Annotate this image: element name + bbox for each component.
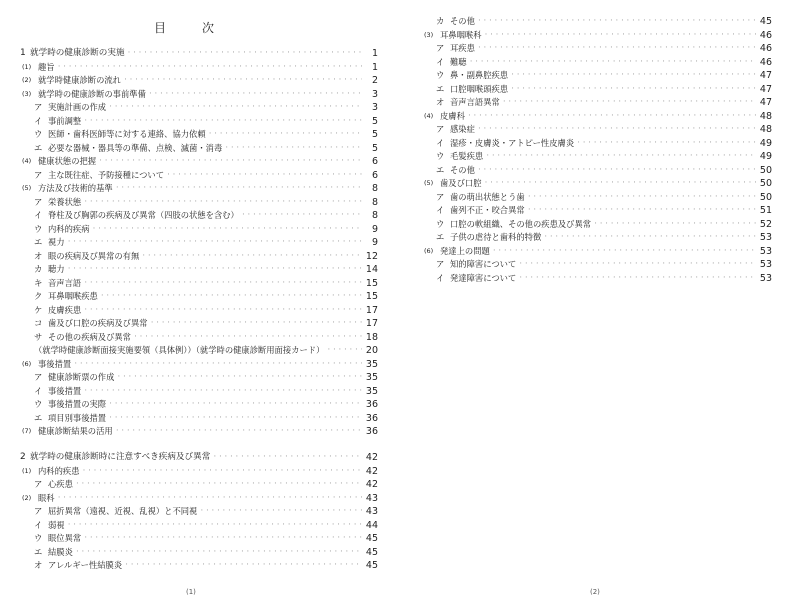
toc-entry-page: 36	[365, 412, 378, 424]
toc-entry-number: ウ	[34, 399, 43, 409]
toc-entry-page: 8	[371, 210, 378, 221]
toc-entry-page: 15	[365, 277, 378, 289]
toc-entry-page: 1	[371, 48, 378, 59]
toc-entry-page: 17	[365, 304, 378, 316]
toc-entry-page: 42	[365, 465, 378, 477]
toc-entry-page: 3	[371, 88, 378, 100]
toc-entry-number: カ	[436, 16, 445, 26]
toc-entry-page: 3	[371, 102, 378, 113]
toc-entry-page: 6	[371, 156, 378, 167]
toc-entry-title: 発達障害について	[450, 272, 517, 283]
toc-entry-number: イ	[34, 385, 43, 396]
toc-entry-title: 耳鼻咽喉疾患	[48, 291, 98, 301]
toc-entry	[20, 559, 378, 573]
toc-entry-title: 主な既往症、予防接種について	[48, 169, 164, 180]
toc-title: 目 次	[153, 21, 226, 35]
toc-entry-number: (4)	[22, 157, 32, 165]
toc-entry-page: 43	[365, 492, 378, 504]
toc-entry-number: キ	[34, 277, 43, 288]
toc-entry-page: 20	[365, 345, 378, 356]
toc-entry-page: 35	[365, 385, 378, 397]
toc-entry-page: 52	[759, 218, 772, 230]
toc-entry-number: ケ	[34, 304, 43, 315]
toc-entry-page: 5	[371, 115, 378, 127]
toc-entry-title: 就学時健康診断の流れ	[38, 75, 121, 85]
toc-entry-page: 51	[759, 205, 772, 216]
toc-entry	[20, 331, 378, 345]
toc-entry-number: ア	[436, 191, 445, 202]
toc-entry-title: 子供の虐待と歯科的特徴	[450, 232, 542, 242]
toc-entry-number: (7)	[22, 427, 32, 435]
toc-entry-number: イ	[436, 137, 445, 148]
toc-entry-title: 医師・歯科医師等に対する連絡、協力依頼	[48, 129, 206, 139]
page-number-footer: (1)	[186, 588, 196, 596]
toc-entry-page: 12	[365, 250, 378, 262]
toc-entry-number: エ	[34, 412, 43, 423]
toc-entry-title: 就学時の健康診断の事前準備	[38, 88, 146, 99]
toc-entry-title: 難聴	[450, 56, 467, 67]
toc-entry-title: 視力	[48, 237, 65, 247]
toc-entry-number: イ	[34, 210, 43, 220]
toc-entry-number: カ	[34, 264, 43, 274]
toc-entry-title: 音声言語異常	[450, 97, 500, 107]
toc-entry-title: 健康状態の把握	[38, 156, 97, 166]
toc-entry-page: 50	[759, 191, 772, 203]
toc-entry-number: ア	[34, 196, 43, 207]
toc-entry-number: (2)	[22, 76, 32, 84]
toc-entry-title: 口腔咽喉頭疾患	[450, 83, 509, 94]
toc-entry-page: 15	[365, 291, 378, 302]
toc-entry-page: 47	[759, 70, 772, 81]
toc-entry-number: イ	[436, 56, 445, 67]
toc-entry-number: ア	[436, 43, 445, 53]
toc-entry-number: エ	[436, 83, 445, 94]
dot-leader	[115, 423, 362, 439]
toc-entry-page: 36	[365, 399, 378, 410]
toc-entry-title: 結膜炎	[48, 546, 73, 557]
toc-entry-number: (6)	[424, 246, 434, 255]
toc-entry-page: 53	[759, 259, 772, 270]
toc-entry-number: ウ	[436, 151, 445, 161]
toc-entry-page: 46	[759, 56, 772, 68]
toc-entry-title: 必要な器械・器具等の準備、点検、滅菌・消毒	[48, 142, 223, 153]
toc-entry-page: 14	[365, 264, 378, 275]
toc-entry-page: 35	[365, 372, 378, 383]
toc-section-2	[20, 451, 378, 573]
toc-entry-title: 方法及び技術的基準	[38, 183, 113, 193]
toc-entry	[20, 425, 378, 439]
toc-entry-page: 45	[365, 533, 378, 544]
toc-entry-page: 49	[759, 151, 772, 162]
toc-entry-title: 口腔の軟組織、その他の疾患及び異常	[450, 218, 592, 229]
toc-entry-title: 耳鼻咽喉科	[440, 29, 482, 40]
toc-entry-number: コ	[34, 318, 43, 328]
toc-entry-number: ウ	[34, 129, 43, 139]
toc-entry-number: (6)	[22, 359, 32, 368]
toc-entry-title: 事前調整	[48, 115, 82, 126]
toc-entry-title: 知的障害について	[450, 259, 517, 269]
toc-entry-number: イ	[34, 519, 43, 530]
toc-entry-page: 35	[365, 358, 378, 370]
toc-entry-number: オ	[34, 560, 43, 570]
toc-entry-page: 48	[759, 124, 772, 135]
toc-entry-title: 湿疹・皮膚炎・アトピー性皮膚炎	[450, 137, 575, 148]
toc-entry	[422, 272, 772, 286]
toc-entry-title: 事後措置の実際	[48, 399, 107, 409]
toc-entry-number: ウ	[436, 70, 445, 80]
toc-entry-page: 47	[759, 97, 772, 108]
toc-entry-page: 48	[759, 110, 772, 122]
toc-entry-page: 42	[365, 479, 378, 490]
toc-entry-title: 皮膚疾患	[48, 304, 82, 315]
toc-entry-title: その他	[450, 164, 475, 175]
toc-entry-number: イ	[436, 272, 445, 283]
toc-entry-title: 歯列不正・咬合異常	[450, 205, 525, 215]
toc-entry-number: ア	[34, 102, 43, 112]
toc-entry-title: 歯及び口腔	[440, 178, 482, 188]
page-number-footer: (2)	[590, 588, 600, 596]
toc-entry-number: ア	[436, 259, 445, 269]
toc-entry-title: 皮膚科	[440, 110, 465, 121]
toc-entry-number: イ	[436, 205, 445, 215]
toc-entry-page: 47	[759, 83, 772, 95]
toc-entry-title: アレルギー性結膜炎	[48, 560, 123, 570]
toc-entry-page: 46	[759, 29, 772, 41]
toc-entry-page: 5	[371, 142, 378, 154]
toc-entry-title: 弱視	[48, 519, 65, 530]
toc-entry-number: オ	[436, 97, 445, 107]
toc-entry-page: 17	[365, 318, 378, 329]
toc-entry-number: ウ	[436, 218, 445, 229]
toc-entry-number: ク	[34, 291, 43, 301]
toc-entry-page: 5	[371, 129, 378, 140]
toc-section-continued	[422, 15, 772, 285]
toc-section-1	[20, 47, 378, 439]
toc-entry-number: ウ	[34, 223, 43, 234]
toc-entry-title: 項目別事後措置	[48, 412, 107, 423]
toc-entry-page: 36	[365, 426, 378, 437]
toc-entry-title: 栄養状態	[48, 196, 82, 207]
toc-entry-page: 45	[759, 16, 772, 27]
toc-entry-title: その他	[450, 16, 475, 26]
toc-entry-number: ア	[34, 169, 43, 180]
toc-entry-page: 9	[371, 237, 378, 248]
toc-entry-page: 46	[759, 43, 772, 54]
toc-entry-number: 2	[20, 452, 26, 462]
toc-entry-page: 9	[371, 223, 378, 235]
toc-entry-title: 感染症	[450, 124, 475, 134]
right-page	[408, 0, 800, 616]
toc-entry-page: 45	[365, 560, 378, 571]
toc-entry-number: エ	[436, 232, 445, 242]
toc-entry-number: (5)	[22, 184, 32, 192]
toc-entry-number: (5)	[424, 179, 434, 187]
toc-entry-number: オ	[34, 250, 43, 261]
toc-entry-title: 事後措置	[48, 385, 82, 396]
toc-entry-number: 1	[20, 48, 26, 58]
toc-entry-title: 心疾患	[48, 479, 73, 489]
toc-entry-title: 眼位異常	[48, 533, 82, 543]
toc-entry-page: 53	[759, 232, 772, 243]
toc-entry-title: 就学時の健康診断の実施	[30, 48, 125, 58]
toc-entry-number: (1)	[22, 62, 32, 71]
toc-entry-title: （就学時健康診断面接実施要領（具体例））（就学時の健康診断用面接カード）	[34, 345, 325, 355]
toc-entry-number: (3)	[22, 89, 32, 98]
toc-entry-title: 就学時の健康診断時に注意すべき疾病及び異常	[30, 452, 211, 462]
toc-entry-number: (4)	[424, 111, 434, 120]
toc-entry-title: 脊柱及び胸郭の疾病及び異常（四肢の状態を含む）	[48, 210, 239, 220]
toc-entry-page: 1	[371, 61, 378, 73]
toc-entry-title: 発達上の問題	[440, 245, 490, 256]
toc-entry-page: 50	[759, 164, 772, 176]
toc-entry-title: 鼻・副鼻腔疾患	[450, 70, 509, 80]
dot-leader	[124, 557, 362, 573]
toc-entry-number: ウ	[34, 533, 43, 543]
toc-entry-title: 事後措置	[38, 358, 72, 369]
toc-entry-title: 聴力	[48, 264, 65, 274]
toc-entry-title: 歯及び口腔の疾病及び異常	[48, 318, 148, 328]
toc-entry-title: 内科的疾病	[48, 223, 90, 234]
toc-entry-number: エ	[34, 237, 43, 247]
toc-entry-page: 45	[365, 546, 378, 558]
dot-leader	[518, 270, 756, 286]
toc-entry-number: エ	[34, 546, 43, 557]
toc-entry-page: 43	[365, 506, 378, 517]
toc-entry-number: サ	[34, 331, 43, 342]
toc-entry-title: 歯の萌出状態とう歯	[450, 191, 525, 202]
toc-entry-title: 健康診断結果の活用	[38, 426, 113, 436]
toc-entry-number: (2)	[22, 493, 32, 502]
toc-entry-title: 内科的疾患	[38, 465, 80, 476]
toc-entry-page: 50	[759, 178, 772, 189]
toc-entry-title: その他の疾病及び異常	[48, 331, 131, 342]
toc-entry-number: ア	[34, 372, 43, 382]
toc-entry-page: 53	[759, 272, 772, 284]
toc-entry-number: エ	[34, 142, 43, 153]
toc-entry-page: 44	[365, 519, 378, 531]
toc-entry-page: 49	[759, 137, 772, 149]
toc-entry-page: 8	[371, 196, 378, 208]
toc-entry-page: 53	[759, 245, 772, 257]
toc-entry-page: 18	[365, 331, 378, 343]
toc-entry-title: 趣旨	[38, 61, 55, 72]
toc-entry-page: 2	[371, 75, 378, 86]
toc-entry-number: ア	[34, 506, 43, 516]
toc-entry-number: ア	[34, 479, 43, 489]
toc-entry-number: (1)	[22, 466, 32, 475]
toc-entry-page: 42	[365, 452, 378, 463]
toc-entry-page: 6	[371, 169, 378, 181]
toc-entry-title: 眼科	[38, 492, 55, 503]
toc-entry-title: 毛髪疾患	[450, 151, 484, 161]
toc-entry-page: 8	[371, 183, 378, 194]
toc-entry-title: 実施計画の作成	[48, 102, 107, 112]
toc-entry-title: 音声言語	[48, 277, 82, 288]
toc-entry-number: イ	[34, 115, 43, 126]
toc-entry-title: 眼の疾病及び異常の有無	[48, 250, 140, 261]
toc-entry-number: ア	[436, 124, 445, 134]
toc-entry-title: 耳疾患	[450, 43, 475, 53]
toc-entry-title: 健康診断票の作成	[48, 372, 115, 382]
toc-entry-title: 屈折異常（遠視、近視、乱視）と不同視	[48, 506, 198, 516]
toc-entry-number: (3)	[424, 30, 434, 39]
toc-entry-number: エ	[436, 164, 445, 175]
